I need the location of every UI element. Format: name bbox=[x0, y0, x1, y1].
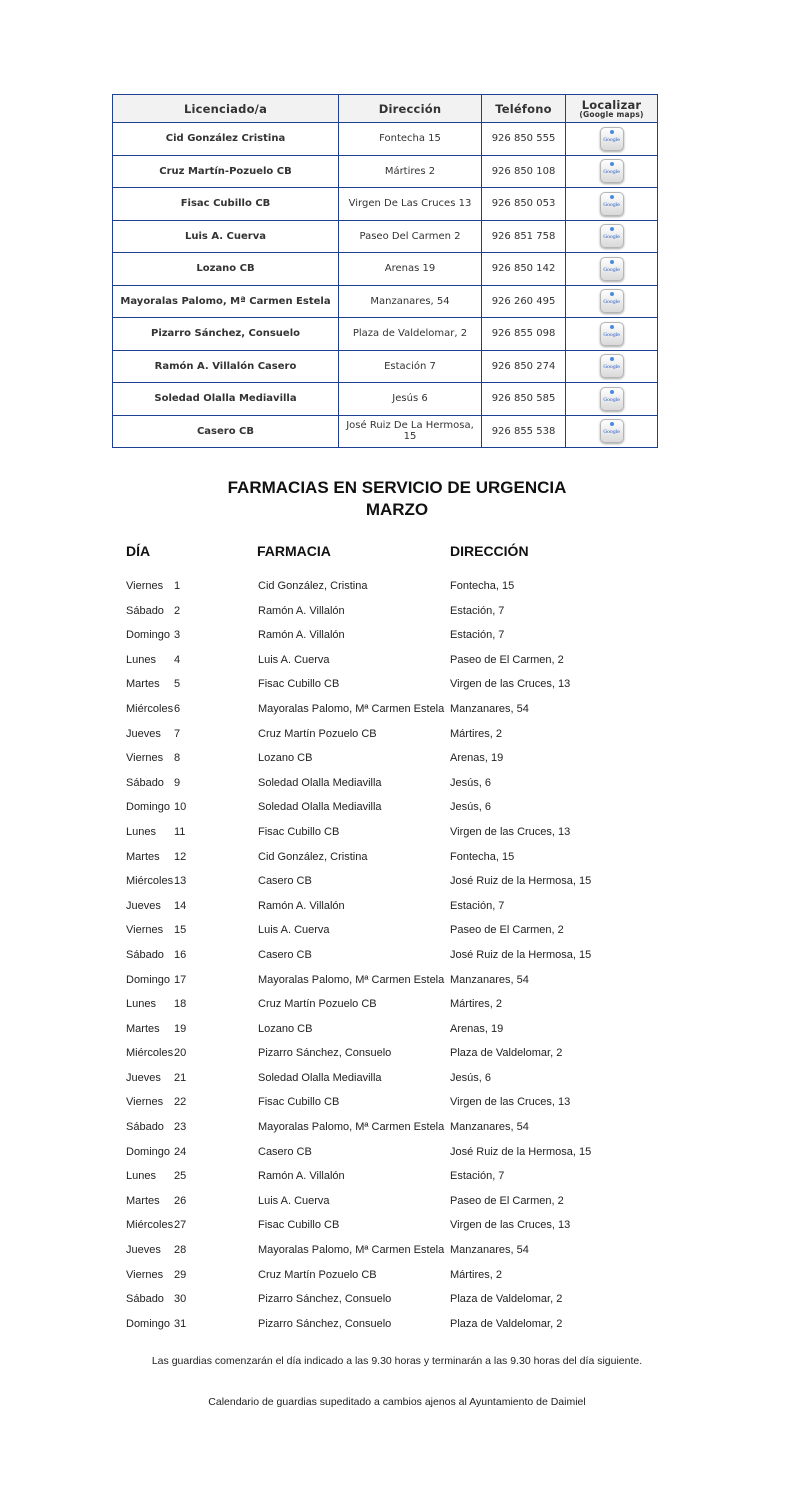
pharmacy-phone: 926 850 053 bbox=[482, 188, 566, 221]
map-cell bbox=[566, 415, 658, 448]
schedule-pharmacy: Fisac Cubillo CB bbox=[258, 1219, 340, 1232]
schedule-day: Domingo bbox=[126, 629, 171, 642]
google-maps-icon[interactable] bbox=[600, 192, 624, 216]
header-locate bbox=[566, 95, 658, 123]
schedule-day: Miércoles bbox=[126, 702, 174, 715]
schedule-pharmacy: Soledad Olalla Mediavilla bbox=[258, 776, 382, 789]
schedule-pharmacy: Casero CB bbox=[258, 948, 312, 961]
schedule-pharmacy: Luis A. Cuerva bbox=[258, 653, 330, 666]
google-maps-label: Google bbox=[603, 429, 620, 436]
google-maps-label: Google bbox=[603, 331, 620, 338]
schedule-row bbox=[0, 1021, 794, 1046]
page-month: MARZO bbox=[365, 500, 429, 519]
schedule-date: 28 bbox=[174, 1244, 187, 1257]
schedule-date: 23 bbox=[174, 1121, 187, 1134]
google-maps-icon[interactable] bbox=[600, 289, 624, 313]
pharmacy-address: Plaza de Valdelomar, 2 bbox=[339, 318, 482, 351]
schedule-date: 8 bbox=[174, 752, 181, 765]
schedule-address: Arenas, 19 bbox=[450, 752, 504, 765]
schedule-date: 18 bbox=[174, 998, 187, 1011]
schedule-pharmacy: Luis A. Cuerva bbox=[258, 924, 330, 937]
pharmacy-name: Mayoralas Palomo, Mª Carmen Estela bbox=[113, 285, 339, 318]
schedule-day: Sábado bbox=[126, 1293, 164, 1306]
schedule-date: 6 bbox=[174, 702, 181, 715]
schedule-address: Arenas, 19 bbox=[450, 1022, 504, 1035]
google-maps-icon[interactable] bbox=[600, 257, 624, 281]
map-pin-icon bbox=[610, 325, 614, 329]
map-cell bbox=[566, 383, 658, 416]
map-cell bbox=[566, 350, 658, 383]
schedule-row bbox=[0, 603, 794, 628]
schedule-day: Viernes bbox=[126, 1096, 164, 1109]
schedule-address: Paseo de El Carmen, 2 bbox=[450, 924, 564, 937]
schedule-day: Lunes bbox=[126, 1170, 156, 1183]
schedule-row bbox=[0, 898, 794, 923]
table-row bbox=[113, 188, 658, 221]
schedule-day: Viernes bbox=[126, 580, 164, 592]
schedule-pharmacy: Soledad Olalla Mediavilla bbox=[258, 801, 382, 814]
schedule-address: José Ruiz de la Hermosa, 15 bbox=[450, 1145, 592, 1158]
schedule-day: Miércoles bbox=[126, 1047, 174, 1060]
pharmacy-phone: 926 855 538 bbox=[482, 415, 566, 448]
schedule-day: Miércoles bbox=[126, 1219, 174, 1232]
schedule-address: Estación, 7 bbox=[450, 1170, 505, 1183]
schedule-row bbox=[0, 824, 794, 849]
schedule-address: Mártires, 2 bbox=[450, 1268, 502, 1281]
schedule-day: Lunes bbox=[126, 825, 156, 838]
pharmacy-address: Estación 7 bbox=[339, 350, 482, 383]
pharmacy-phone: 926 260 495 bbox=[482, 285, 566, 318]
disclaimer-note: Calendario de guardias supeditado a cambios ajenos al Ayuntamiento de Daimiel bbox=[208, 1396, 586, 1408]
schedule-date: 30 bbox=[174, 1293, 187, 1306]
schedule-date: 1 bbox=[174, 580, 181, 592]
schedule-date: 29 bbox=[174, 1268, 187, 1281]
schedule-row bbox=[0, 726, 794, 751]
schedule-address: Mártires, 2 bbox=[450, 998, 502, 1011]
schedule-date: 12 bbox=[174, 850, 187, 863]
schedule-list bbox=[0, 578, 794, 1340]
schedule-date: 17 bbox=[174, 973, 187, 986]
schedule-pharmacy: Luis A. Cuerva bbox=[258, 1194, 330, 1207]
table-row bbox=[113, 123, 658, 156]
pharmacy-name: Pizarro Sánchez, Consuelo bbox=[113, 318, 339, 351]
schedule-pharmacy: Fisac Cubillo CB bbox=[258, 825, 340, 838]
schedule-pharmacy: Fisac Cubillo CB bbox=[258, 1096, 340, 1109]
schedule-pharmacy: Mayoralas Palomo, Mª Carmen Estela bbox=[258, 973, 445, 986]
schedule-pharmacy: Fisac Cubillo CB bbox=[258, 678, 340, 691]
schedule-day: Sábado bbox=[126, 776, 164, 789]
schedule-pharmacy: Ramón A. Villalón bbox=[258, 604, 345, 617]
schedule-date: 13 bbox=[174, 875, 187, 888]
header-locate-label: Localizar bbox=[581, 97, 642, 112]
schedule-date: 19 bbox=[174, 1022, 187, 1035]
schedule-row bbox=[0, 922, 794, 947]
pharmacy-name: Cid González Cristina bbox=[113, 123, 339, 156]
schedule-address: Virgen de las Cruces, 13 bbox=[450, 825, 571, 838]
pharmacy-phone: 926 851 758 bbox=[482, 220, 566, 253]
schedule-row bbox=[0, 972, 794, 997]
google-maps-label: Google bbox=[603, 266, 620, 273]
map-cell bbox=[566, 220, 658, 253]
pharmacy-phone: 926 850 274 bbox=[482, 350, 566, 383]
table-row bbox=[113, 253, 658, 286]
pharmacy-address: Arenas 19 bbox=[339, 253, 482, 286]
map-pin-icon bbox=[610, 357, 614, 361]
table-row bbox=[113, 220, 658, 253]
header-address: Dirección bbox=[339, 95, 482, 123]
schedule-pharmacy: Pizarro Sánchez, Consuelo bbox=[258, 1317, 392, 1330]
table-header-row bbox=[113, 95, 658, 123]
schedule-date: 26 bbox=[174, 1194, 187, 1207]
schedule-address: Plaza de Valdelomar, 2 bbox=[450, 1047, 563, 1060]
pharmacy-address: Manzanares, 54 bbox=[339, 285, 482, 318]
schedule-address: Fontecha, 15 bbox=[450, 850, 515, 863]
pharmacy-name: Cruz Martín-Pozuelo CB bbox=[113, 155, 339, 188]
map-cell bbox=[566, 155, 658, 188]
schedule-pharmacy: Lozano CB bbox=[258, 752, 313, 765]
schedule-day: Miércoles bbox=[126, 875, 174, 888]
schedule-pharmacy: Cruz Martín Pozuelo CB bbox=[258, 998, 377, 1011]
table-body bbox=[113, 123, 658, 448]
schedule-row bbox=[0, 799, 794, 824]
schedule-row bbox=[0, 849, 794, 874]
schedule-date: 9 bbox=[174, 776, 181, 789]
google-maps-icon[interactable] bbox=[600, 159, 624, 183]
schedule-day: Domingo bbox=[126, 801, 171, 814]
pharmacy-name: Lozano CB bbox=[113, 253, 339, 286]
schedule-pharmacy: Pizarro Sánchez, Consuelo bbox=[258, 1293, 392, 1306]
schedule-date: 16 bbox=[174, 948, 187, 961]
schedule-row bbox=[0, 1094, 794, 1119]
schedule-day: Jueves bbox=[126, 1244, 161, 1257]
schedule-header-address: DIRECCIÓN bbox=[450, 543, 529, 559]
schedule-address: Estación, 7 bbox=[450, 629, 505, 642]
google-maps-label: Google bbox=[603, 201, 620, 208]
schedule-address: Paseo de El Carmen, 2 bbox=[450, 1194, 564, 1207]
map-pin-icon bbox=[610, 292, 614, 296]
schedule-day: Viernes bbox=[126, 1268, 164, 1281]
map-cell bbox=[566, 318, 658, 351]
table-row bbox=[113, 285, 658, 318]
pharmacy-address: Virgen De Las Cruces 13 bbox=[339, 188, 482, 221]
schedule-address: Estación, 7 bbox=[450, 899, 505, 912]
google-maps-label: Google bbox=[603, 396, 620, 403]
header-locate-sublabel: (Google maps) bbox=[579, 109, 644, 119]
schedule-row bbox=[0, 775, 794, 800]
schedule-day: Martes bbox=[126, 1194, 160, 1207]
schedule-row bbox=[0, 627, 794, 652]
google-maps-label: Google bbox=[603, 136, 620, 143]
schedule-address: Virgen de las Cruces, 13 bbox=[450, 1219, 571, 1232]
schedule-pharmacy: Casero CB bbox=[258, 875, 312, 888]
map-cell bbox=[566, 188, 658, 221]
schedule-address: José Ruiz de la Hermosa, 15 bbox=[450, 875, 592, 888]
schedule-row bbox=[0, 1045, 794, 1070]
schedule-address: Manzanares, 54 bbox=[450, 1121, 529, 1134]
map-cell bbox=[566, 123, 658, 156]
pharmacy-directory-table bbox=[112, 94, 658, 448]
pharmacy-address: José Ruiz De La Hermosa, 15 bbox=[339, 415, 482, 448]
schedule-day: Viernes bbox=[126, 752, 164, 765]
schedule-row bbox=[0, 750, 794, 775]
schedule-date: 5 bbox=[174, 678, 181, 691]
schedule-address: Manzanares, 54 bbox=[450, 1244, 529, 1257]
schedule-row bbox=[0, 1070, 794, 1095]
pharmacy-name: Casero CB bbox=[113, 415, 339, 448]
schedule-row bbox=[0, 1242, 794, 1267]
map-pin-icon bbox=[610, 390, 614, 394]
table-row bbox=[113, 383, 658, 416]
schedule-address: Estación, 7 bbox=[450, 604, 505, 617]
schedule-row bbox=[0, 701, 794, 726]
schedule-pharmacy: Ramón A. Villalón bbox=[258, 1170, 345, 1183]
pharmacy-name: Soledad Olalla Mediavilla bbox=[113, 383, 339, 416]
schedule-day: Martes bbox=[126, 1022, 160, 1035]
map-pin-icon bbox=[610, 195, 614, 199]
schedule-row bbox=[0, 1291, 794, 1316]
google-maps-icon[interactable] bbox=[600, 224, 624, 248]
schedule-pharmacy: Mayoralas Palomo, Mª Carmen Estela bbox=[258, 1121, 445, 1134]
schedule-date: 25 bbox=[174, 1170, 187, 1183]
schedule-date: 24 bbox=[174, 1145, 187, 1158]
pharmacy-name: Luis A. Cuerva bbox=[113, 220, 339, 253]
schedule-pharmacy: Ramón A. Villalón bbox=[258, 629, 345, 642]
schedule-row bbox=[0, 1217, 794, 1242]
map-pin-icon bbox=[610, 162, 614, 166]
schedule-pharmacy: Cruz Martín Pozuelo CB bbox=[258, 1268, 377, 1281]
pharmacy-phone: 926 850 108 bbox=[482, 155, 566, 188]
pharmacy-address: Jesús 6 bbox=[339, 383, 482, 416]
schedule-day: Lunes bbox=[126, 998, 156, 1011]
schedule-address: Jesús, 6 bbox=[450, 801, 491, 814]
schedule-day: Domingo bbox=[126, 973, 171, 986]
schedule-row bbox=[0, 1144, 794, 1169]
schedule-pharmacy: Ramón A. Villalón bbox=[258, 899, 345, 912]
schedule-date: 27 bbox=[174, 1219, 187, 1232]
schedule-date: 22 bbox=[174, 1096, 187, 1109]
schedule-day: Jueves bbox=[126, 727, 161, 740]
schedule-date: 15 bbox=[174, 924, 187, 937]
page-title: FARMACIAS EN SERVICIO DE URGENCIA bbox=[227, 478, 567, 497]
hours-note: Las guardias comenzarán el día indicado a las 9.30 horas y terminarán a las 9.30 horas del día siguiente. bbox=[151, 1355, 643, 1367]
google-maps-icon[interactable] bbox=[600, 354, 624, 378]
schedule-pharmacy: Mayoralas Palomo, Mª Carmen Estela bbox=[258, 702, 445, 715]
schedule-day: Jueves bbox=[126, 899, 161, 912]
table-row bbox=[113, 155, 658, 188]
schedule-address: Virgen de las Cruces, 13 bbox=[450, 1096, 571, 1109]
google-maps-icon[interactable] bbox=[600, 387, 624, 411]
schedule-pharmacy: Cruz Martín Pozuelo CB bbox=[258, 727, 377, 740]
header-phone: Teléfono bbox=[482, 95, 566, 123]
schedule-day: Domingo bbox=[126, 1145, 171, 1158]
schedule-header-pharmacy: FARMACIA bbox=[257, 543, 331, 559]
schedule-day: Viernes bbox=[126, 924, 164, 937]
schedule-address: Manzanares, 54 bbox=[450, 702, 529, 715]
schedule-date: 21 bbox=[174, 1071, 187, 1084]
schedule-address: Virgen de las Cruces, 13 bbox=[450, 678, 571, 691]
schedule-row bbox=[0, 996, 794, 1021]
pharmacy-phone: 926 850 585 bbox=[482, 383, 566, 416]
table-row bbox=[113, 415, 658, 448]
schedule-address: Jesús, 6 bbox=[450, 776, 491, 789]
schedule-address: Jesús, 6 bbox=[450, 1071, 491, 1084]
schedule-pharmacy: Cid González, Cristina bbox=[258, 580, 368, 592]
google-maps-label: Google bbox=[603, 299, 620, 306]
schedule-date: 2 bbox=[174, 604, 181, 617]
schedule-address: Paseo de El Carmen, 2 bbox=[450, 653, 564, 666]
schedule-pharmacy: Cid González, Cristina bbox=[258, 850, 368, 863]
pharmacy-phone: 926 850 555 bbox=[482, 123, 566, 156]
schedule-header-day: DÍA bbox=[126, 543, 151, 559]
google-maps-label: Google bbox=[603, 234, 620, 241]
schedule-row bbox=[0, 873, 794, 898]
schedule-day: Martes bbox=[126, 850, 160, 863]
map-pin-icon bbox=[610, 130, 614, 134]
schedule-date: 4 bbox=[174, 653, 181, 666]
schedule-row bbox=[0, 578, 794, 603]
table-row bbox=[113, 318, 658, 351]
schedule-row bbox=[0, 1267, 794, 1292]
pharmacy-address: Fontecha 15 bbox=[339, 123, 482, 156]
schedule-date: 20 bbox=[174, 1047, 187, 1060]
schedule-day: Sábado bbox=[126, 948, 164, 961]
google-maps-icon[interactable] bbox=[600, 322, 624, 346]
schedule-row bbox=[0, 947, 794, 972]
schedule-address: Plaza de Valdelomar, 2 bbox=[450, 1293, 563, 1306]
map-cell bbox=[566, 285, 658, 318]
map-pin-icon bbox=[610, 227, 614, 231]
schedule-address: Plaza de Valdelomar, 2 bbox=[450, 1317, 563, 1330]
schedule-pharmacy: Casero CB bbox=[258, 1145, 312, 1158]
schedule-row bbox=[0, 1119, 794, 1144]
google-maps-icon[interactable] bbox=[600, 419, 624, 443]
pharmacy-phone: 926 855 098 bbox=[482, 318, 566, 351]
schedule-day: Jueves bbox=[126, 1071, 161, 1084]
google-maps-icon[interactable] bbox=[600, 127, 624, 151]
map-cell bbox=[566, 253, 658, 286]
schedule-row bbox=[0, 676, 794, 701]
schedule-date: 11 bbox=[174, 825, 186, 838]
schedule-date: 3 bbox=[174, 629, 181, 642]
pharmacy-address: Mártires 2 bbox=[339, 155, 482, 188]
schedule-row bbox=[0, 1168, 794, 1193]
map-pin-icon bbox=[610, 260, 614, 264]
schedule-row bbox=[0, 1193, 794, 1218]
schedule-address: Fontecha, 15 bbox=[450, 580, 515, 592]
pharmacy-name: Fisac Cubillo CB bbox=[113, 188, 339, 221]
schedule-date: 10 bbox=[174, 801, 187, 814]
pharmacy-phone: 926 850 142 bbox=[482, 253, 566, 286]
pharmacy-address: Paseo Del Carmen 2 bbox=[339, 220, 482, 253]
schedule-day: Sábado bbox=[126, 604, 164, 617]
schedule-day: Lunes bbox=[126, 653, 156, 666]
map-pin-icon bbox=[610, 422, 614, 426]
schedule-day: Martes bbox=[126, 678, 160, 691]
schedule-address: Mártires, 2 bbox=[450, 727, 502, 740]
schedule-row bbox=[0, 652, 794, 677]
schedule-date: 14 bbox=[174, 899, 187, 912]
schedule-pharmacy: Pizarro Sánchez, Consuelo bbox=[258, 1047, 392, 1060]
schedule-pharmacy: Mayoralas Palomo, Mª Carmen Estela bbox=[258, 1244, 445, 1257]
google-maps-label: Google bbox=[603, 169, 620, 176]
schedule-date: 31 bbox=[174, 1317, 187, 1330]
schedule-day: Sábado bbox=[126, 1121, 164, 1134]
schedule-row bbox=[0, 1316, 794, 1341]
google-maps-label: Google bbox=[603, 364, 620, 371]
schedule-address: Manzanares, 54 bbox=[450, 973, 529, 986]
table-row bbox=[113, 350, 658, 383]
schedule-address: José Ruiz de la Hermosa, 15 bbox=[450, 948, 592, 961]
schedule-pharmacy: Lozano CB bbox=[258, 1022, 313, 1035]
pharmacy-name: Ramón A. Villalón Casero bbox=[113, 350, 339, 383]
header-licensee: Licenciado/a bbox=[113, 95, 339, 123]
schedule-day: Domingo bbox=[126, 1317, 171, 1330]
schedule-date: 7 bbox=[174, 727, 181, 740]
schedule-pharmacy: Soledad Olalla Mediavilla bbox=[258, 1071, 382, 1084]
